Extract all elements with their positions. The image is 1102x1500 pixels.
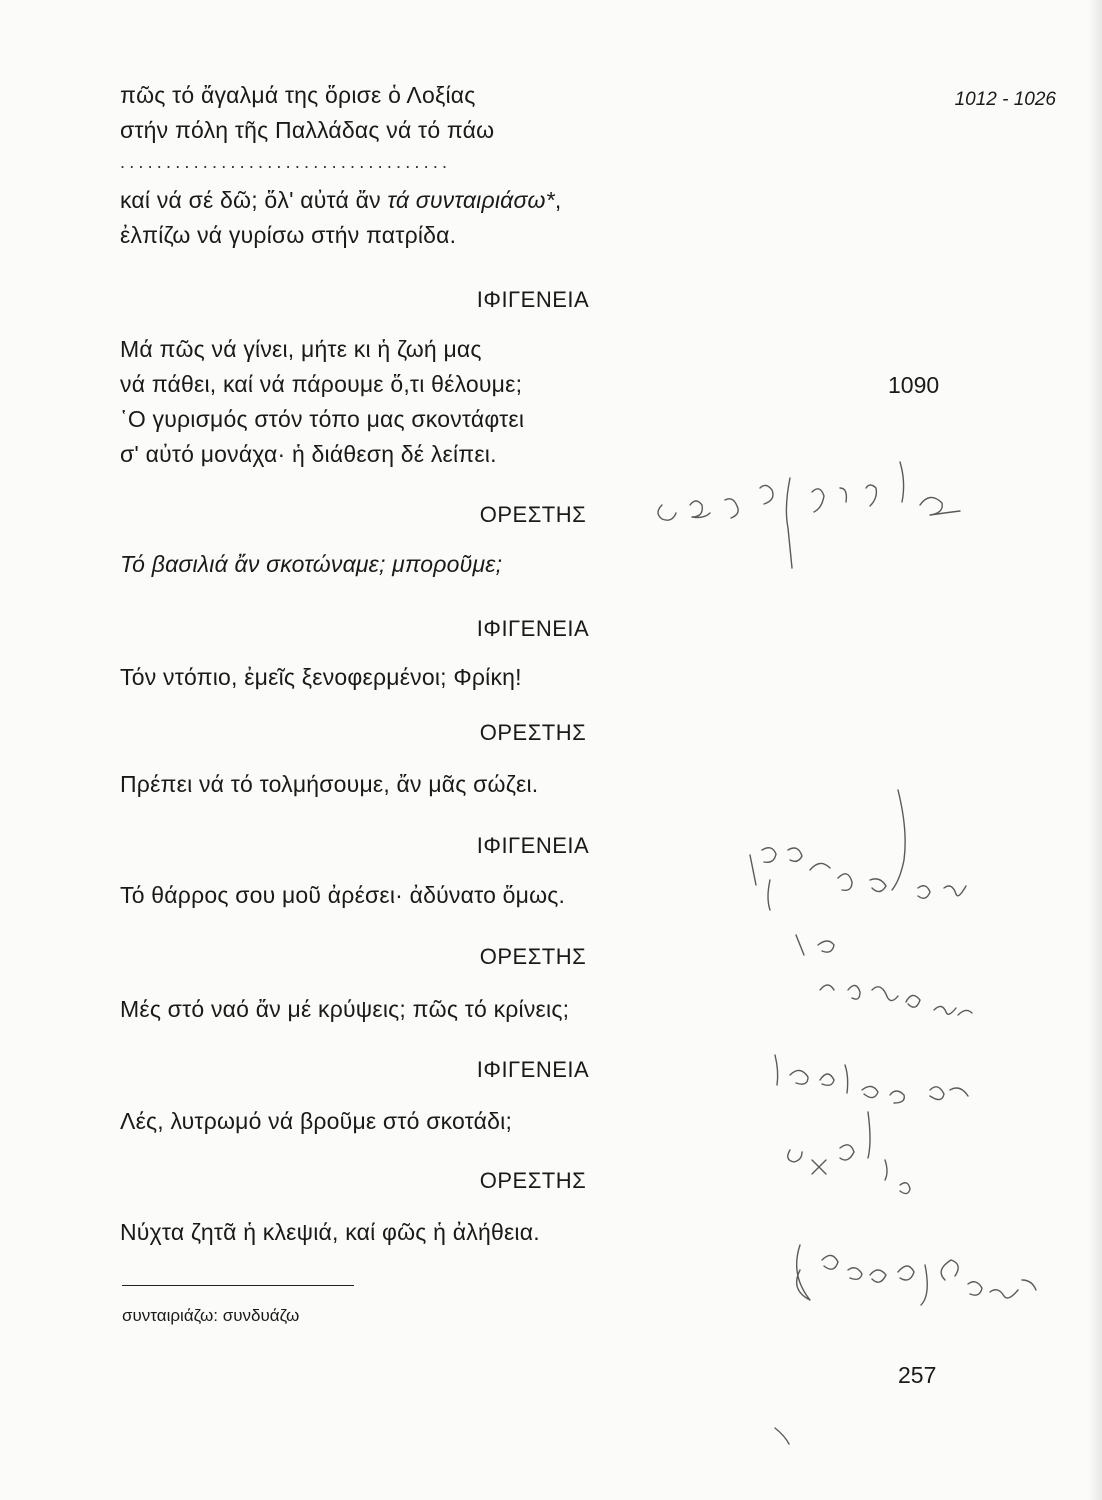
verse-text: καί νά σέ δῶ; ὅλ' αὐτά ἄν <box>120 187 388 213</box>
line-range-reference: 1012 - 1026 <box>954 89 1056 110</box>
verse-line: ῾Ο γυρισμός στόν τόπο μας σκοντάφτει <box>120 406 525 432</box>
speaker-name: ΟΡΕΣΤΗΣ <box>479 944 587 969</box>
speaker-name: ΟΡΕΣΤΗΣ <box>479 720 587 745</box>
verse-line: σ' αὐτό μονάχα· ἡ διάθεση δέ λείπει. <box>120 441 497 467</box>
verse-line: Μές στό ναό ἄν μέ κρύψεις; πῶς τό κρίνεις; <box>120 996 570 1022</box>
footnoted-word: τά συνταιριάσω* <box>387 187 555 213</box>
verse-line: Λές, λυτρωμό νά βροῦμε στό σκοτάδι; <box>120 1108 513 1134</box>
verse-line: Τό βασιλιά ἄν σκοτώναμε; μποροῦμε; <box>120 551 503 577</box>
page-edge-shadow <box>1088 0 1102 1500</box>
footnote: συνταιριάζω: συνδυάζω <box>122 1306 300 1325</box>
verse-punctuation: , <box>554 187 562 213</box>
omission-dots: .................................... <box>120 152 452 172</box>
pencil-mark <box>775 1428 789 1444</box>
verse-line: Τό θάρρος σου μοῦ ἀρέσει· ἀδύνατο ὅμως. <box>120 882 566 908</box>
verse-line <box>120 185 561 215</box>
speaker-name: ΙΦΙΓΕΝΕΙΑ <box>476 833 590 858</box>
verse-line: Μά πῶς νά γίνει, μήτε κι ἡ ζωή μας <box>120 336 482 362</box>
speaker-name: ΟΡΕΣΤΗΣ <box>479 502 587 527</box>
verse-line: Πρέπει νά τό τολμήσουμε, ἄν μᾶς σώζει. <box>120 771 539 797</box>
handwritten-note-schediazoun <box>797 1245 1036 1305</box>
verse-line: πῶς τό ἄγαλμά της ὅρισε ὁ Λοξίας <box>120 82 476 108</box>
verse-line: στήν πόλη τῆς Παλλάδας νά τό πάω <box>120 117 495 143</box>
speaker-name: ΙΦΙΓΕΝΕΙΑ <box>476 616 590 641</box>
verse-line: νά πάθει, καί νά πάρουμε ὅ,τι θέλουμε; <box>120 371 523 397</box>
line-number: 1090 <box>888 372 940 398</box>
speaker-name: ΙΦΙΓΕΝΕΙΑ <box>476 287 590 312</box>
verse-line: Νύχτα ζητᾶ ἡ κλεψιά, καί φῶς ἡ ἀλήθεια. <box>120 1219 540 1245</box>
footnote-divider <box>122 1285 354 1286</box>
speaker-name: ΟΡΕΣΤΗΣ <box>479 1168 587 1193</box>
speaker-name: ΙΦΙΓΕΝΕΙΑ <box>476 1057 590 1082</box>
verse-line: ἐλπίζω νά γυρίσω στήν πατρίδα. <box>120 222 457 248</box>
verse-line: Τόν ντόπιο, ἐμεῖς ξενοφερμένοι; Φρίκη! <box>120 664 522 690</box>
page-number: 257 <box>898 1362 937 1388</box>
